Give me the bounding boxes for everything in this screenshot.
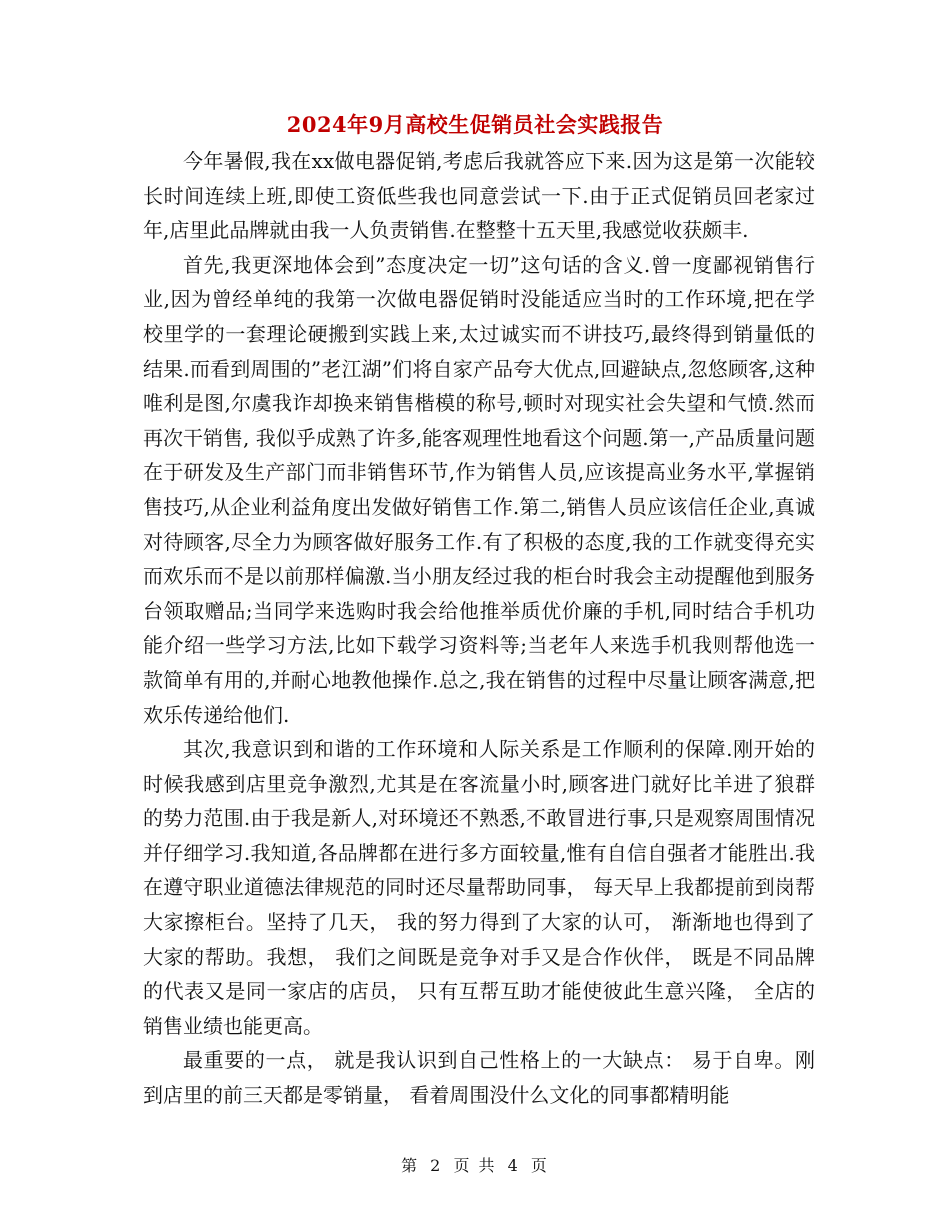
document-title: 2024年9月高校生促销员社会实践报告 [286, 112, 664, 137]
paragraph-2: 首先,我更深地体会到”态度决定一切”这句话的含义.曾一度鄙视销售行业,因为曾经单纯的我第一次做电器促销时没能适应当时的工作环境,把在学校里学的一套理论硬搬到实践上来,太过诚实而不讲技巧,最终得到销量低的结果.而看到周围的”老江湖”们将自家产品夸大优点,回避缺点,忽悠顾客,这种唯利是图,尔虞我诈却换来销售楷模的称号,顿时对现实社会失望和气愤.然而再次干销售, 我似乎成熟了许多,能客观理性地看这个问题.第一,产品质量问题在于研发及生产部门而非销售环节,作为销售人员,应该提高业务水平,掌握销售技巧,从企业利益角度出发做好销售工作.第二,销售人员应该信任企业,真诚对待顾客,尽全力为顾客做好服务工作.有了积极的态度,我的工作就变得充实而欢乐而不是以前那样偏激.当小朋友经过我的柜台时我会主动提醒他到服务台领取赠品;当同学来选购时我会给他推举质优价廉的手机,同时结合手机功能介绍一些学习方法,比如下载学习资料等;当老年人来选手机我则帮他选一款简单有用的,并耐心地教他操作.总之,我在销售的过程中尽量让顾客满意,把欢乐传递给他们. [143, 252, 815, 727]
footer-prefix: 第 [401, 1156, 420, 1175]
paragraph-3: 其次,我意识到和谐的工作环境和人际关系是工作顺利的保障.刚开始的时候我感到店里竞争激烈,尤其是在客流量小时,顾客进门就好比羊进了狼群的势力范围.由于我是新人,对环境还不熟悉,不敢冒进行事,只是观察周围情况并仔细学习.我知道,各品牌都在进行多方面较量,惟有自信自强者才能胜出.我在遵守职业道德法律规范的同时还尽量帮助同事， 每天早上我都提前到岗帮大家擦柜台。坚持了几天， 我的努力得到了大家的认可， 渐渐地也得到了大家的帮助。我想， 我们之间既是竞争对手又是合作伙伴， 既是不同品牌的代表又是同一家店的店员， 只有互帮互助才能使彼此生意兴隆， 全店的销售业绩也能更高。 [143, 737, 815, 1038]
footer-middle: 页 共 [453, 1156, 497, 1175]
document-body [143, 144, 815, 1113]
page-footer [0, 1153, 950, 1176]
paragraph-4: 最重要的一点， 就是我认识到自己性格上的一大缺点： 易于自卑。刚到店里的前三天都是零销量， 看着周围没什么文化的同事都精明能 [143, 1048, 815, 1108]
paragraph-1: 今年暑假,我在xx做电器促销,考虑后我就答应下来.因为这是第一次能较长时间连续上班,即使工资低些我也同意尝试一下.由于正式促销员回老家过年,店里此品牌就由我一人负责销售.在整整十五天里,我感觉收获颇丰. [143, 149, 815, 243]
footer-current-page: 2 [430, 1156, 443, 1175]
footer-suffix: 页 [530, 1156, 549, 1175]
footer-total-pages: 4 [507, 1156, 520, 1175]
